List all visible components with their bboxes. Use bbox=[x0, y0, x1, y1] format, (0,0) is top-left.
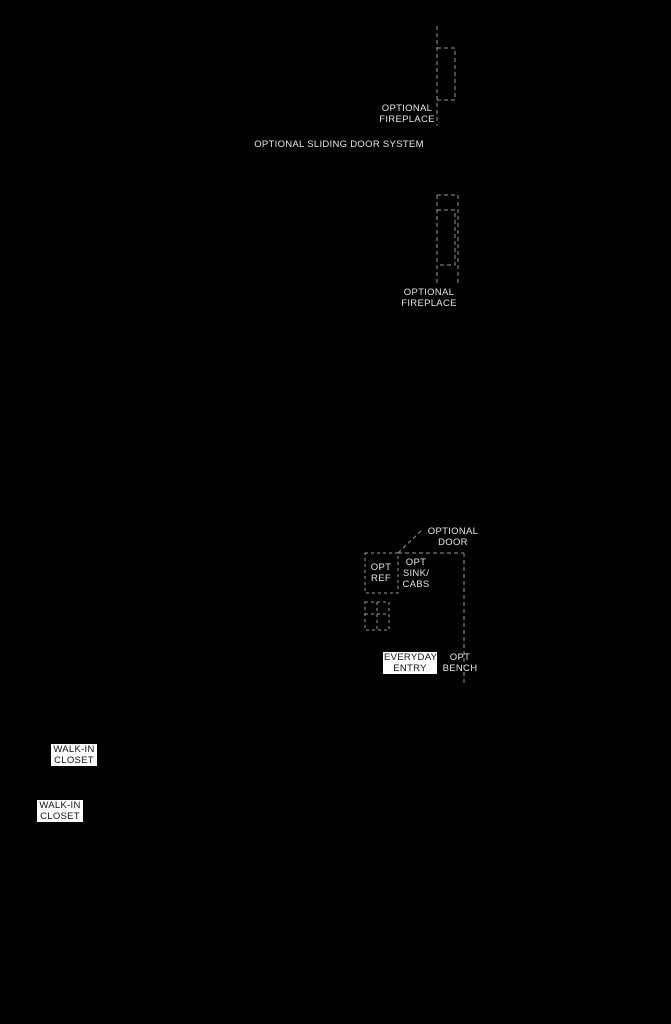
walk-in-closet-2-line-1: WALK-IN bbox=[39, 800, 81, 811]
walk-in-closet-1-line-2: CLOSET bbox=[54, 755, 94, 766]
opt-sink-label-line-1: OPT bbox=[405, 557, 427, 568]
opt-bench-label-line-2: BENCH bbox=[442, 663, 478, 674]
opt-ref-label-line-2: REF bbox=[371, 573, 391, 584]
opt-bench-label bbox=[440, 652, 480, 674]
fireplace-top-label-line-1: OPTIONAL bbox=[381, 103, 433, 114]
optional-door-label-line-1: OPTIONAL bbox=[427, 526, 479, 537]
optional-door-label-line-2: DOOR bbox=[438, 537, 468, 548]
everyday-entry-label bbox=[383, 652, 437, 674]
fireplace-mid-label bbox=[398, 287, 460, 309]
fireplace-top-label bbox=[376, 103, 438, 125]
opt-bench-label-line-1: OPT bbox=[449, 652, 471, 663]
opt-sink-label-line-3: CABS bbox=[402, 579, 430, 590]
fireplace-mid-outline bbox=[437, 195, 458, 285]
walk-in-closet-label-1 bbox=[51, 744, 97, 766]
walk-in-closet-label-2 bbox=[37, 800, 83, 822]
everyday-entry-label-line-1: EVERYDAY bbox=[384, 652, 438, 663]
opt-ref-label-line-1: OPT bbox=[370, 562, 392, 573]
sliding-door-label bbox=[252, 139, 426, 150]
sliding-door-label-text: OPTIONAL SLIDING DOOR SYSTEM bbox=[254, 139, 424, 150]
optional-door-label bbox=[424, 526, 482, 548]
opt-sink-label bbox=[400, 557, 432, 590]
opt-ref-label bbox=[366, 562, 396, 584]
fireplace-top-outline bbox=[437, 26, 455, 126]
opt-sink-label-line-2: SINK/ bbox=[402, 568, 430, 579]
fireplace-mid-label-line-2: FIREPLACE bbox=[401, 298, 457, 309]
walk-in-closet-1-line-1: WALK-IN bbox=[53, 744, 95, 755]
fireplace-mid-label-line-1: OPTIONAL bbox=[403, 287, 455, 298]
fireplace-top-label-line-2: FIREPLACE bbox=[379, 114, 435, 125]
everyday-entry-label-line-2: ENTRY bbox=[393, 663, 427, 674]
walk-in-closet-2-line-2: CLOSET bbox=[40, 811, 80, 822]
